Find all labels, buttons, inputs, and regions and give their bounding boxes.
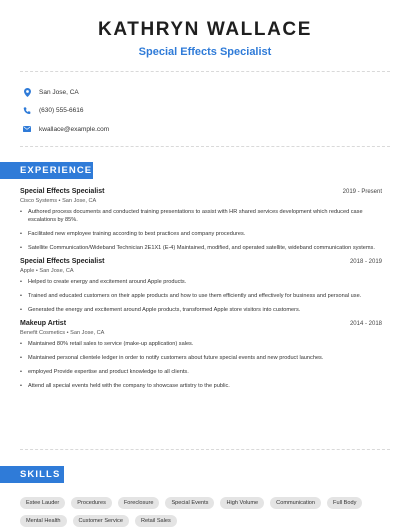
skill-chip: Customer Service <box>73 515 129 527</box>
experience-divider <box>20 449 390 450</box>
skill-chip: Retail Sales <box>135 515 177 527</box>
bullet-item: • employed Provide expertise and product knowledge to all clients. <box>20 368 382 376</box>
job-company-line: Cisco Systems • San Jose, CA <box>20 198 97 204</box>
job-company: Benefit Cosmetics <box>20 330 66 336</box>
email-icon <box>20 126 34 132</box>
job-dates: 2014 - 2018 <box>349 321 382 327</box>
job-entry <box>20 188 382 252</box>
job-entry <box>20 258 382 314</box>
job-location: San Jose, CA <box>70 330 105 336</box>
bullet-item: • Generated the energy and excitement around Apple products, transformed Apple store visitors into customers. <box>20 306 382 314</box>
experience-list <box>20 188 382 396</box>
bullet-item: • Authored process documents and conducted training presentations to assist with HR shared services development which reduced case escalations by 85%. <box>20 208 382 224</box>
experience-heading: EXPERIENCE <box>0 162 93 179</box>
job-location: San Jose, CA <box>39 268 74 274</box>
job-company: Apple <box>20 268 35 274</box>
bullet-item: • Helped to create energy and excitement around Apple products. <box>20 278 382 286</box>
job-bullets <box>20 340 382 390</box>
candidate-name: KATHRYN WALLACE <box>98 19 312 40</box>
skill-chip: Estee Lauder <box>20 497 65 509</box>
skill-chip: Procedures <box>71 497 112 509</box>
job-title: Makeup Artist <box>20 320 67 327</box>
bullet-item: • Attend all special events held with the company to showcase artistry to the public. <box>20 382 382 390</box>
job-title: Special Effects Specialist <box>20 188 105 195</box>
bullet-item: • Satellite Communication/Wideband Technician 2E1X1 (E-4) Maintained, modified, and operated satellite, wideband communication systems. <box>20 244 382 252</box>
job-bullets <box>20 208 382 252</box>
location-pin-icon <box>20 88 34 97</box>
contact-divider <box>20 146 390 147</box>
contact-email[interactable] <box>20 120 410 139</box>
job-company-line: Benefit Cosmetics • San Jose, CA <box>20 330 105 336</box>
candidate-title: Special Effects Specialist <box>138 46 272 58</box>
job-company-line: Apple • San Jose, CA <box>20 268 74 274</box>
job-dates: 2018 - 2019 <box>349 259 382 265</box>
bullet-item: • Facilitated new employee training according to best practices and company procedures. <box>20 230 382 238</box>
contact-phone <box>20 102 410 121</box>
skill-chip: Foreclosure <box>118 497 160 509</box>
bullet-item: • Maintained personal clientele ledger in order to notify customers about future special events and new product launches. <box>20 354 382 362</box>
skills-heading: SKILLS <box>0 466 64 483</box>
skill-chip: Mental Health <box>20 515 67 527</box>
resume-header <box>0 0 410 59</box>
job-company: Cisco Systems <box>20 198 57 204</box>
job-bullets <box>20 278 382 314</box>
skill-chip: Full Body <box>327 497 362 509</box>
phone-text: (630) 555-6616 <box>39 107 84 115</box>
contact-location <box>20 83 410 102</box>
job-entry <box>20 320 382 390</box>
job-dates: 2019 - Present <box>342 189 382 195</box>
skill-chip: High Volume <box>220 497 264 509</box>
skill-chip: Special Events <box>165 497 214 509</box>
email-text[interactable]: kwallace@example.com <box>39 125 110 133</box>
phone-icon <box>20 107 34 115</box>
location-text: San Jose, CA <box>39 88 79 96</box>
skill-chip: Communication <box>270 497 321 509</box>
job-location: San Jose, CA <box>62 198 97 204</box>
contact-list <box>0 72 410 139</box>
skills-list <box>20 497 396 527</box>
bullet-item: • Maintained 80% retail sales to service (make-up application) sales. <box>20 340 382 348</box>
bullet-item: • Trained and educated customers on their apple products and how to use them efficiently and effectively for business and personal use. <box>20 292 382 300</box>
job-title: Special Effects Specialist <box>20 258 105 265</box>
